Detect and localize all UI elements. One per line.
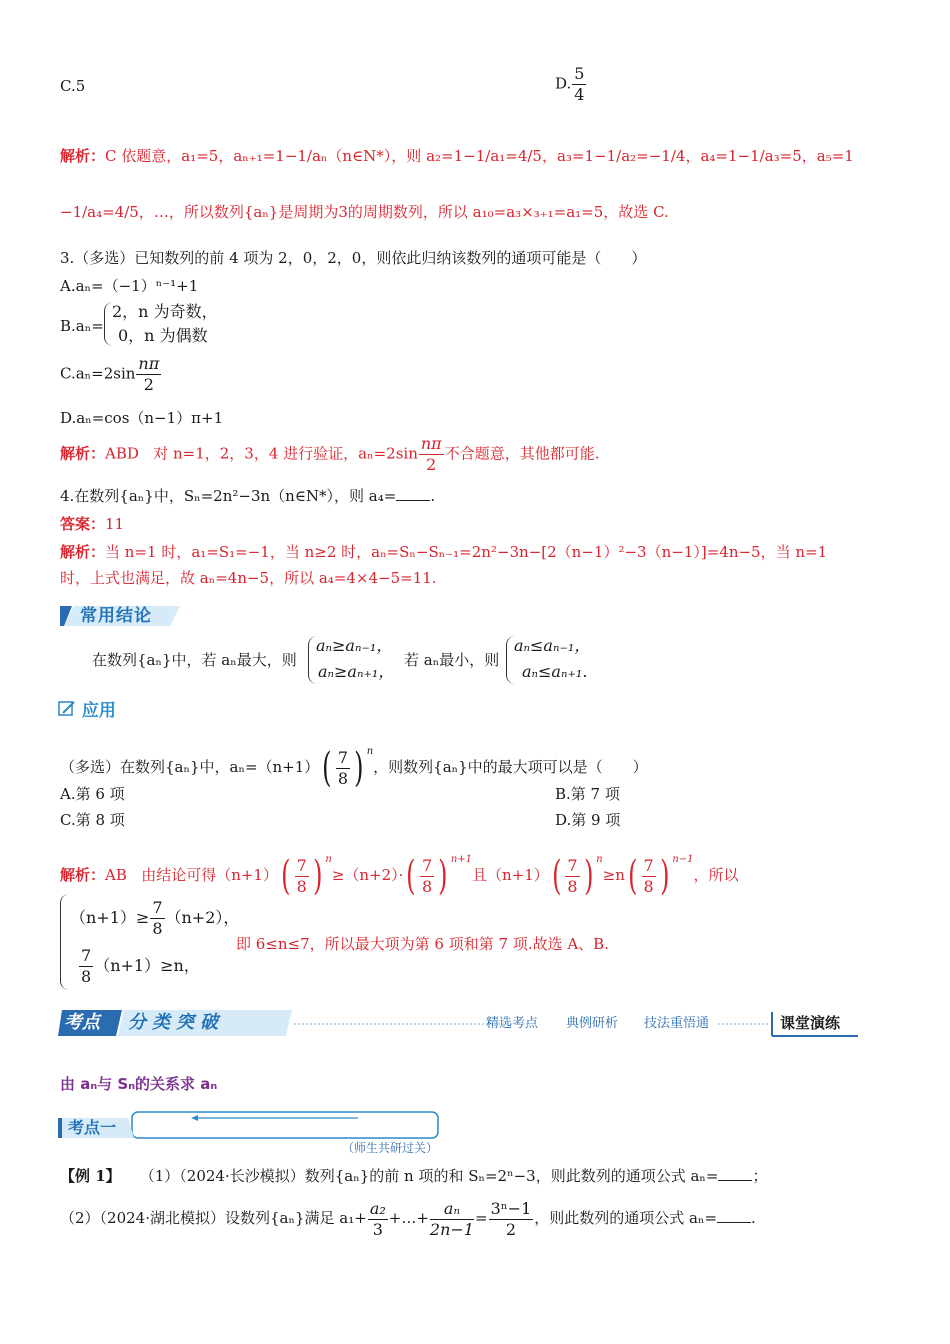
section-right-label: 课堂演练 (780, 1014, 841, 1032)
q3-option-b-case2: 0，n 为偶数 (118, 326, 208, 345)
conclusion-max-c2: aₙ≥aₙ₊₁， (318, 662, 395, 681)
q3-option-d: D.aₙ=cos（n−1）π+1 (60, 409, 224, 427)
application-option-a: A.第 6 项 (60, 785, 125, 803)
section-item-2: 技法重悟通 (644, 1016, 710, 1031)
q4-solution-line2: 时，上式也满足，故 aₙ=4n−5，所以 a₄=4×4−5=11. (60, 569, 437, 587)
application-system-brace (60, 894, 69, 990)
topic-note: （师生共研过关） (342, 1141, 439, 1155)
q3-solution: 解析：ABD 对 n=1，2，3，4 进行验证，aₙ=2sin $\frac{n\pi}{2}$ 不合题意，其他都可能. (60, 434, 600, 474)
section-item-0: 精选考点 (486, 1016, 539, 1031)
example-p2: （2）（2024·湖北模拟）设数列{aₙ}满足 a₁+ $\frac{\text{a₂}}{3}$ +…+ $\frac{\text{aₙ}}{2n-1}$ = $\frac{\text{3ⁿ−1}}{2}$ ，则此数列的通项公式 aₙ= . (60, 1198, 756, 1239)
application-conclusion: 即 6≤n≤7，所以最大项为第 6 项和第 7 项.故选 A、B. (236, 935, 609, 953)
q3-option-b-case1: 2，n 为奇数， (112, 302, 218, 321)
q4-answer: 答案：11 (60, 515, 125, 533)
application-stem: （多选）在数列{aₙ}中，aₙ=（n+1）( $\frac{7}{8}$ ) $^n$，则数列{aₙ}中的最大项可以是（ ） (60, 745, 648, 791)
topic-badge-label: 考点一 (68, 1118, 117, 1137)
conclusion-min-c2: aₙ≤aₙ₊₁. (522, 662, 588, 681)
application-badge-label: 应用 (81, 701, 116, 721)
q2-option-d: D. $\frac{5}{4}$ (555, 64, 585, 104)
conclusion-badge-label: 常用结论 (80, 606, 152, 626)
q3-option-c: C.aₙ=2sin $\frac{n\pi}{2}$ (60, 354, 160, 394)
q4-stem: 4.在数列{aₙ}中，Sₙ=2n²−3n（n∈N*），则 a₄= . (60, 487, 436, 505)
q3-stem: 3.（多选）已知数列的前 4 项为 2，0，2，0，则依此归纳该数列的通项可能是（ ） (60, 249, 647, 267)
application-badge (58, 700, 116, 722)
q2-option-c: C.5 (60, 77, 86, 95)
section-badge1: 考点 (64, 1012, 100, 1033)
q2-solution-line2: −1/a₄=4/5，…，所以数列{aₙ}是周期为3的周期数列，所以 a₁₀=a₃×₃₊₁=a₁=5，故选 C. (60, 203, 669, 221)
topic-badge (58, 1110, 443, 1156)
q4-solution-line1: 解析：当 n=1 时，a₁=S₁=−1，当 n≥2 时，aₙ=Sₙ−Sₙ₋₁=2n²−3n−[2（n−1）²−3（n−1）]=4n−5，当 n=1 (60, 543, 828, 561)
conclusion-max-c1: aₙ≥aₙ₋₁， (316, 636, 393, 655)
section-badge2: 分类突破 (128, 1012, 224, 1033)
application-system-row1: （n+1）≥ $\frac{7}{8}$ （n+2）， (70, 898, 240, 938)
conclusion-text2: 若 aₙ最小，则 (404, 651, 500, 669)
q3-option-b-prefix: B.aₙ= (60, 317, 104, 335)
conclusion-text1: 在数列{aₙ}中，若 aₙ最大，则 (92, 651, 297, 669)
edit-icon (58, 701, 76, 719)
section-bar (58, 1008, 858, 1038)
application-solution-line1: 解析：AB 由结论可得（n+1）( $\frac{7}{8}$ ) $^n$≥（n+2）·( $\frac{7}{8}$ ) $^{n+1}$且（n+1）( $\frac{7}{8}$ ) $^n$≥n( $\frac{7}{8}$ ) $^{n-1}$，所以 (60, 853, 739, 899)
q2-solution: 解析：C 依题意，a₁=5，aₙ₊₁=1−1/aₙ（n∈N*），则 a₂=1−1/a₁=4/5，a₃=1−1/a₂=−1/4，a₄=1−1/a₃=5，a₅=1 −1/a₄=4/5，…，所以数列{aₙ}是周期为3的周期数列，所以 a₁₀=a₃×₃₊₁=a₁=5，故选 C. (60, 147, 854, 221)
application-system-row2: $\frac{7}{8}$ （n+1）≥n， (81, 946, 200, 986)
section-item-1: 典例研析 (566, 1016, 619, 1031)
q3-option-a: A.aₙ=（−1）ⁿ⁻¹+1 (60, 277, 199, 295)
application-option-c: C.第 8 项 (60, 811, 125, 829)
conclusion-badge (60, 604, 186, 628)
example-label: 【例 1】 (60, 1167, 121, 1185)
application-option-d: D.第 9 项 (555, 811, 621, 829)
application-option-b: B.第 7 项 (555, 785, 620, 803)
conclusion-min-c1: aₙ≤aₙ₋₁， (514, 636, 591, 655)
example-p1: 【例 1】 （1）（2024·长沙模拟）数列{aₙ}的前 n 项的和 Sₙ=2ⁿ−3，则此数列的通项公式 aₙ= ； (60, 1167, 768, 1185)
topic-title: 由 aₙ与 Sₙ的关系求 aₙ (60, 1075, 218, 1093)
q2-solution-line1: 依题意，a₁=5，aₙ₊₁=1−1/aₙ（n∈N*），则 a₂=1−1/a₁=4/5，a₃=1−1/a₂=−1/4，a₄=1−1/a₃=5，a₅=1 (121, 147, 854, 165)
